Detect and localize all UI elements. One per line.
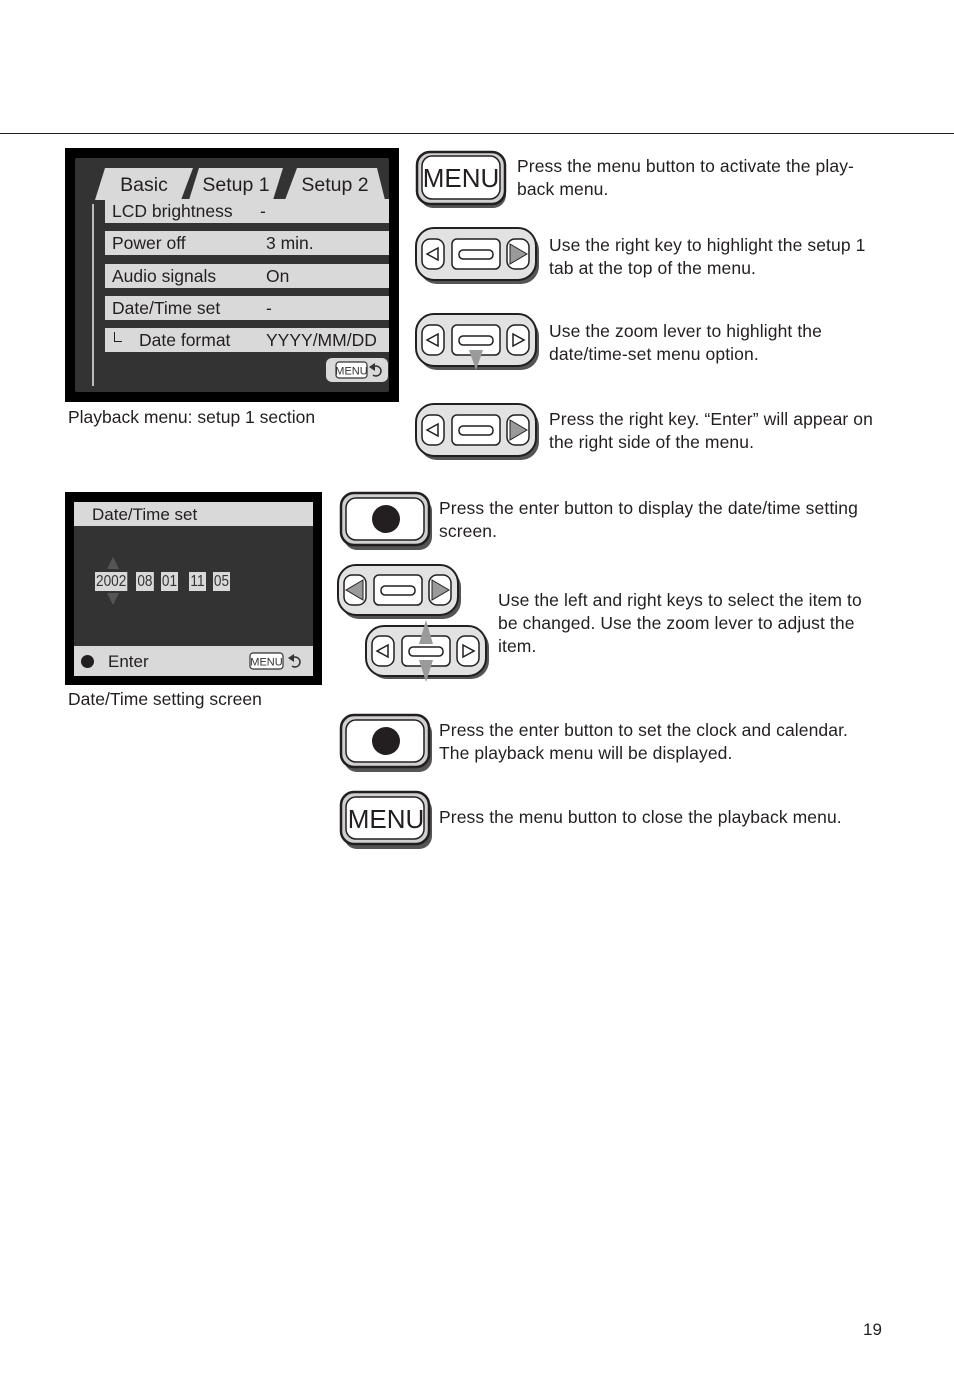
step-1-text: Press the menu button to activate the play- back menu. [517,156,854,199]
tab-basic[interactable]: Basic [95,168,193,200]
controller-zoom-lever-icon [414,312,542,374]
controller-right-key-icon [414,226,542,288]
menu-row-power-off[interactable]: Power off 3 min. [105,231,389,255]
step-3-text: Use the zoom lever to highlight the date/time-set menu option. [549,321,822,364]
datetime-caption: Date/Time setting screen [68,689,262,709]
enter-button-icon [338,491,434,553]
controller-left-right-keys-icon [336,563,464,623]
time-field-minute[interactable]: 05 [213,573,230,590]
menu-badge-text: MENU [335,365,368,378]
menu-badge-text: MENU [250,656,283,669]
datetime-panel [74,502,313,676]
svg-text:MENU: MENU [422,163,500,193]
step-8-text: Press the menu button to close the playback menu. [439,807,842,827]
svg-text:MENU: MENU [347,804,425,834]
header-rule [0,133,954,134]
datetime-screen [65,492,322,685]
menu-tree-line [92,204,94,386]
setup-menu-screen [65,148,399,402]
setup-menu-caption: Playback menu: setup 1 section [68,407,316,427]
submenu-corner-icon [114,332,122,342]
setup-menu-panel [75,158,389,392]
menu-row-date-format[interactable]: Date format YYYY/MM/DD [105,328,389,352]
step-2-text: Use the right key to highlight the setup 1 tab at the top of the menu. [549,235,866,278]
menu-row-audio-signals[interactable]: Audio signals On [105,264,389,288]
menu-return-badge [326,358,388,382]
enter-dot-icon [81,655,94,668]
menu-row-date-time-set[interactable]: Date/Time set - [105,296,389,320]
menu-button-icon [414,150,510,210]
tab-setup-2[interactable]: Setup 2 [285,168,385,200]
controller-right-key-icon-2 [414,402,542,464]
date-field-year[interactable]: 2002 [96,573,127,590]
date-field-day[interactable]: 01 [161,573,178,590]
step-4-text: Press the right key. “Enter” will appear on the right side of the menu. [549,409,873,452]
step-7-text: Press the enter button to set the clock and calendar. The playback menu will be displayed. [439,720,849,763]
step-5-text: Press the enter button to display the date/time setting screen. [439,498,858,541]
step-6-text: Use the left and right keys to select the item to be changed. Use the zoom lever to adjust the item. [498,590,862,656]
datetime-footer: Enter MENU [74,646,313,676]
enter-button-icon-2 [338,713,434,775]
datetime-title-bar: Date/Time set [74,502,313,526]
date-field-month[interactable]: 08 [137,573,153,590]
menu-return-badge [248,650,308,672]
tab-setup-1[interactable]: Setup 1 [189,168,283,200]
time-field-hour[interactable]: 11 [190,573,205,590]
controller-zoom-up-down-icon [364,620,492,684]
page-number: 19 [863,1320,882,1339]
menu-button-icon-2 [338,790,434,852]
menu-row-lcd-brightness[interactable]: LCD brightness - [105,199,389,223]
